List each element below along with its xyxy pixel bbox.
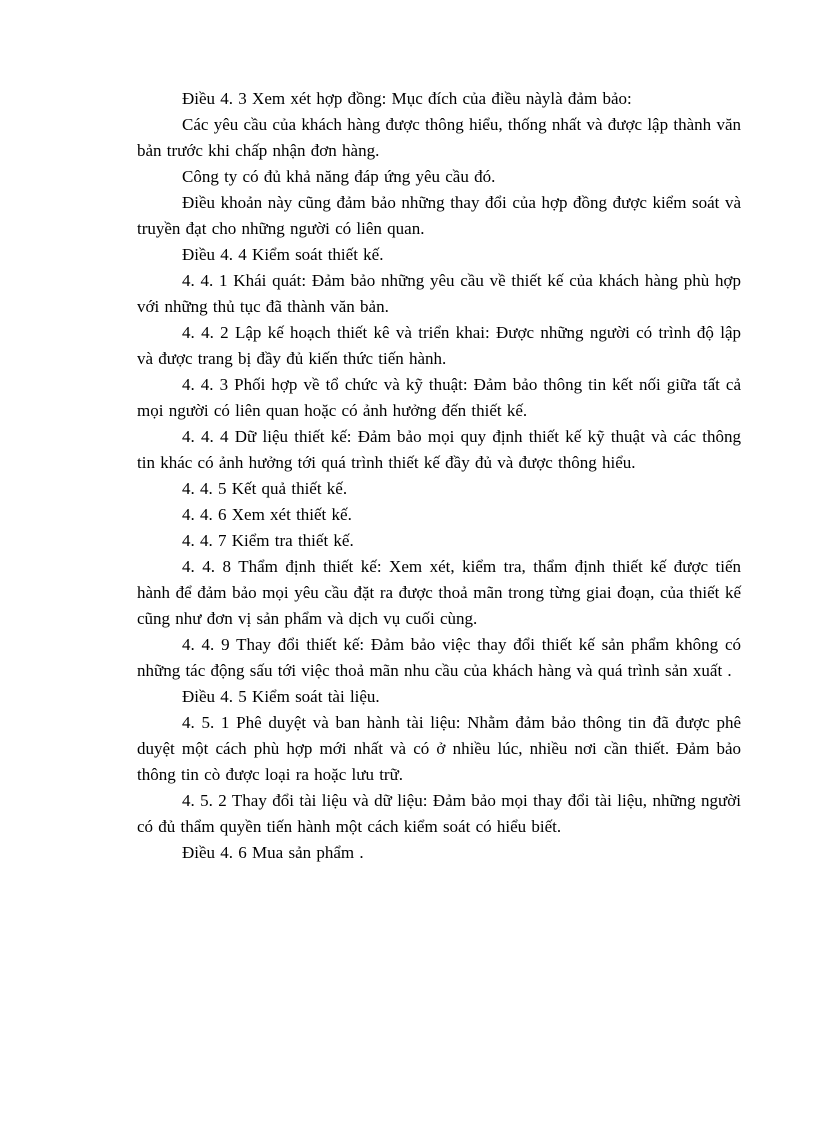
paragraph: 4. 4. 3 Phối hợp về tổ chức và kỹ thuật: Đảm bảo thông tin kết nối giữa tất cả mọi người có liên quan hoặc có ảnh hưởng đến thiết kế.	[137, 375, 741, 420]
paragraph: Các yêu cầu của khách hàng được thông hiểu, thống nhất và được lập thành văn bản trước khi chấp nhận đơn hàng.	[137, 115, 741, 160]
document-body	[137, 86, 741, 866]
paragraph: 4. 5. 1 Phê duyệt và ban hành tài liệu: Nhằm đảm bảo thông tin đã được phê duyệt một cách phù hợp mới nhất và có ở nhiều lúc, nhiều nơi cần thiết. Đảm bảo thông tin cò được loại ra hoặc lưu trữ.	[137, 713, 741, 784]
paragraph: Điều 4. 3 Xem xét hợp đồng: Mục đích của điều nàylà đảm bảo:	[182, 89, 632, 108]
paragraph: 4. 4. 2 Lập kế hoạch thiết kê và triển khai: Được những người có trình độ lập và được trang bị đầy đủ kiến thức tiến hành.	[137, 323, 741, 368]
paragraph: 4. 4. 1 Khái quát: Đảm bảo những yêu cầu về thiết kế của khách hàng phù hợp với những thủ tục đã thành văn bản.	[137, 271, 741, 316]
paragraph: 4. 4. 7 Kiểm tra thiết kế.	[182, 531, 354, 550]
paragraph: 4. 4. 4 Dữ liệu thiết kế: Đảm bảo mọi quy định thiết kế kỹ thuật và các thông tin khác có ảnh hưởng tới quá trình thiết kế đầy đủ và được thông hiểu.	[137, 427, 741, 472]
paragraph: Điều 4. 5 Kiểm soát tài liệu.	[182, 687, 380, 706]
paragraph: Điều 4. 4 Kiểm soát thiết kế.	[182, 245, 384, 264]
paragraph: 4. 4. 8 Thẩm định thiết kế: Xem xét, kiểm tra, thẩm định thiết kế được tiến hành để đảm bảo mọi yêu cầu đặt ra được thoả mãn trong từng giai đoạn, của thiết kế cũng như đơn vị sản phẩm và dịch vụ cuối cùng.	[137, 557, 741, 628]
paragraph: Công ty có đủ khả năng đáp ứng yêu cầu đó.	[182, 167, 496, 186]
paragraph: Điều 4. 6 Mua sản phẩm .	[182, 843, 364, 862]
paragraph: 4. 5. 2 Thay đổi tài liệu và dữ liệu: Đảm bảo mọi thay đổi tài liệu, những người có đủ thẩm quyền tiến hành một cách kiểm soát có hiểu biết.	[137, 791, 741, 836]
paragraph: 4. 4. 6 Xem xét thiết kế.	[182, 505, 352, 524]
paragraph: 4. 4. 9 Thay đổi thiết kế: Đảm bảo việc thay đổi thiết kế sản phẩm không có những tác động sấu tới việc thoả mãn nhu cầu của khách hàng và quá trình sản xuất .	[137, 635, 741, 680]
paragraph: 4. 4. 5 Kết quả thiết kế.	[182, 479, 348, 498]
paragraph: Điều khoản này cũng đảm bảo những thay đổi của hợp đồng được kiểm soát và truyền đạt cho những người có liên quan.	[137, 193, 741, 238]
